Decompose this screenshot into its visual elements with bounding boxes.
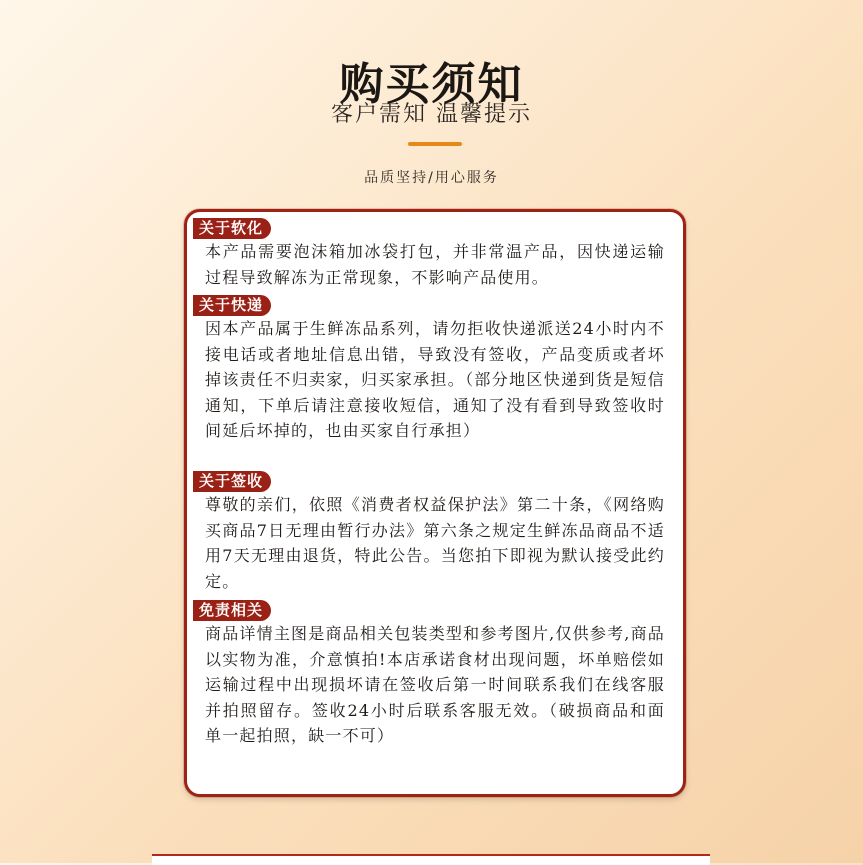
section-signing bbox=[193, 471, 673, 594]
tagline: 品质坚持/用心服务 bbox=[364, 170, 499, 186]
section-badge: 关于快递 bbox=[193, 295, 271, 316]
section-delivery bbox=[193, 295, 673, 444]
section-softening bbox=[193, 218, 673, 290]
section-disclaimer bbox=[193, 600, 673, 749]
section-text: 因本产品属于生鲜冻品系列，请勿拒收快递派送24小时内不接电话或者地址信息出错，导致没有签收，产品变质或者坏掉该责任不归卖家，归买家承担。（部分地区快递到货是短信通知，下单后请注意接收短信，通知了没有看到导致签收时间延后坏掉的，也由买家自行承担） bbox=[205, 319, 665, 440]
page-title: 购买须知 bbox=[339, 59, 524, 110]
section-text: 本产品需要泡沫箱加冰袋打包，并非常温产品，因快递运输过程导致解冻为正常现象，不影响产品使用。 bbox=[205, 242, 665, 287]
page-subtitle: 客户需知 温馨提示 bbox=[331, 102, 532, 127]
section-badge: 关于软化 bbox=[193, 218, 271, 239]
notice-panel bbox=[184, 209, 686, 797]
section-text: 尊敬的亲们，依照《消费者权益保护法》第二十条，《网络购买商品7日无理由暂行办法》第六条之规定生鲜冻品商品不适用7天无理由退货，特此公告。当您拍下即视为默认接受此约定。 bbox=[205, 495, 665, 591]
next-panel-edge bbox=[152, 854, 710, 865]
section-badge: 关于签收 bbox=[193, 471, 271, 492]
section-text: 商品详情主图是商品相关包装类型和参考图片,仅供参考,商品以实物为准，介意慎拍!本店承诺食材出现问题，坏单赔偿如运输过程中出现损坏请在签收后第一时间联系我们在线客服并拍照留存。签收24小时后联系客服无效。（破损商品和面单一起拍照，缺一不可） bbox=[205, 624, 665, 745]
section-badge: 免责相关 bbox=[193, 600, 271, 621]
accent-divider bbox=[408, 142, 462, 146]
